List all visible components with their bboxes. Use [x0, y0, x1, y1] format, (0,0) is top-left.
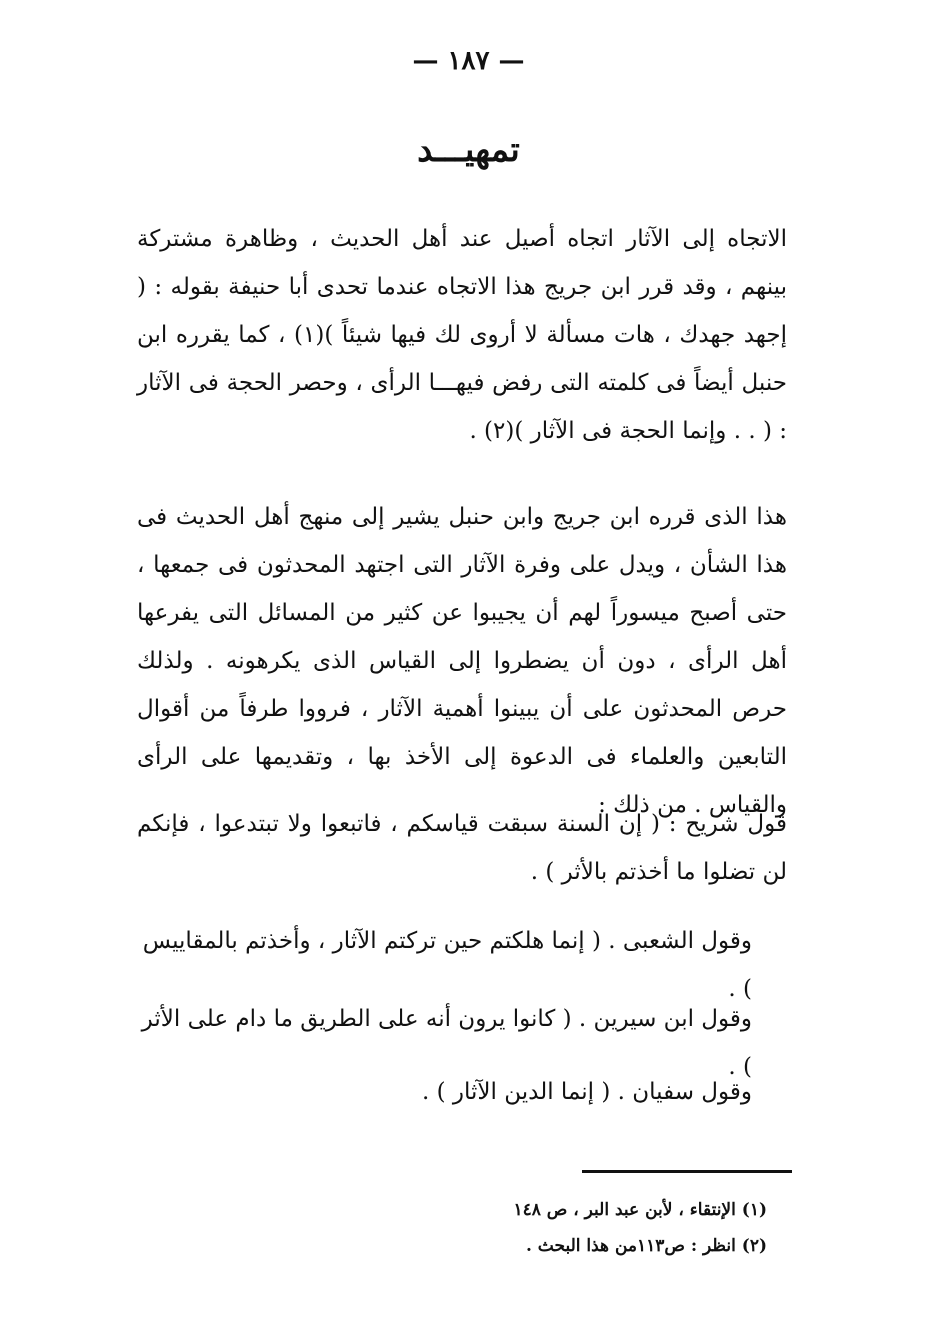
quote-ibn-sirin: وقول ابن سيرين . ( كانوا يرون أنه على الطريق ما دام على الأثر ) .	[141, 1006, 752, 1080]
quote-shabi: وقول الشعبى . ( إنما هلكتم حين تركتم الآثار ، وأخذتم بالمقاييس ) .	[142, 928, 752, 1002]
paragraph-intro: الاتجاه إلى الآثار اتجاه أصيل عند أهل الحديث ، وظاهرة مشتركة بينهم ، وقد قرر ابن جريج هذا الاتجاه عندما تحدى أبا حنيفة بقوله : ( إجهد جهدك ، هات مسألة لا أروى لك فيها شيئاً )(١) ، كما يقرره ابن حنبل أيضاً فى كلمته التى رفض فيهـــا الرأى ، وحصر الحجة فى الآثار : ( . . وإنما الحجة فى الآثار )(٢) .	[137, 226, 787, 444]
footnote-1: (١) الإنتقاء ، لأبن عبد البر ، ص ١٤٨	[513, 1200, 767, 1220]
paragraph-quote-shurayh: قول شريح : ( إن السنة سبقت قياسكم ، فاتبعوا ولا تبتدعوا ، فإنكم لن تضلوا ما أخذتم بالأثر ) .	[137, 811, 787, 885]
page-number: — ١٨٧ —	[412, 46, 525, 76]
section-title: تمهيـــد	[417, 130, 520, 170]
quote-sufyan: وقول سفيان . ( إنما الدين الآثار ) .	[422, 1079, 752, 1105]
footnote-2: (٢) انظر : ص١١٣من هذا البحث .	[525, 1236, 767, 1256]
footnotes	[207, 1192, 767, 1264]
footnote-divider	[582, 1170, 792, 1173]
paragraph-method: هذا الذى قرره ابن جريج وابن حنبل يشير إلى منهج أهل الحديث فى هذا الشأن ، ويدل على وفرة الآثار التى اجتهد المحدثون فى جمعها ، حتى أصبح ميسوراً لهم أن يجيبوا عن كثير من المسائل التى يفرعها أهل الرأى ، دون أن يضطروا إلى القياس الذى يكرهونه . ولذلك حرص المحدثون على أن يبينوا أهمية الآثار ، فرووا طرفاً من أقوال التابعين والعلماء فى الدعوة إلى الأخذ بها ، وتقديمها على الرأى والقياس . من ذلك :	[137, 504, 787, 818]
